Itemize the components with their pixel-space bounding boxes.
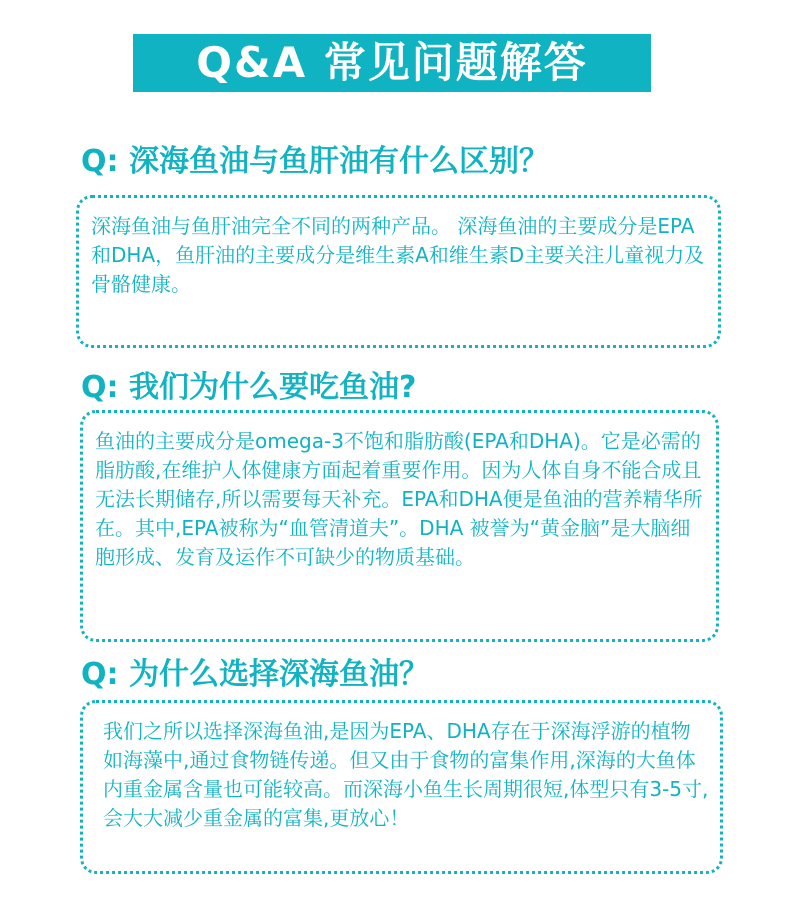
page-title-banner: [133, 34, 651, 92]
faq-answer-1: 深海鱼油与鱼肝油完全不同的两种产品。 深海鱼油的主要成分是EPA和DHA，鱼肝油的主要成分是维生素A和维生素D主要关注儿童视力及骨骼健康。: [91, 214, 705, 296]
faq-answer-box-2: [80, 410, 719, 642]
faq-question-3: Q: 为什么选择深海鱼油？: [81, 657, 429, 692]
faq-answer-box-3: [80, 700, 723, 874]
faq-answer-2: 鱼油的主要成分是omega-3不饱和脂肪酸(EPA和DHA)。它是必需的脂肪酸,在维护人体健康方面起着重要作用。因为人体自身不能合成且无法长期储存,所以需要每天补充。EPA和DHA便是鱼油的营养精华所在。其中,EPA被称为“血管清道夫”。DHA 被誉为“黄金脑”是大脑细胞形成、发育及运作不可缺少的物质基础。: [95, 429, 703, 569]
faq-question-1: Q: 深海鱼油与鱼肝油有什么区别？: [81, 144, 549, 179]
faq-answer-3: 我们之所以选择深海鱼油,是因为EPA、DHA存在于深海浮游的植物如海藻中,通过食物链传递。但又由于食物的富集作用,深海的大鱼体内重金属含量也可能较高。而深海小鱼生长周期很短,体型只有3-5寸,会大大减少重金属的富集,更放心！: [103, 719, 709, 830]
faq-question-2: Q: 我们为什么要吃鱼油?: [81, 370, 417, 405]
page-title: Q&A 常见问题解答: [196, 38, 588, 87]
faq-answer-box-1: [76, 195, 721, 348]
